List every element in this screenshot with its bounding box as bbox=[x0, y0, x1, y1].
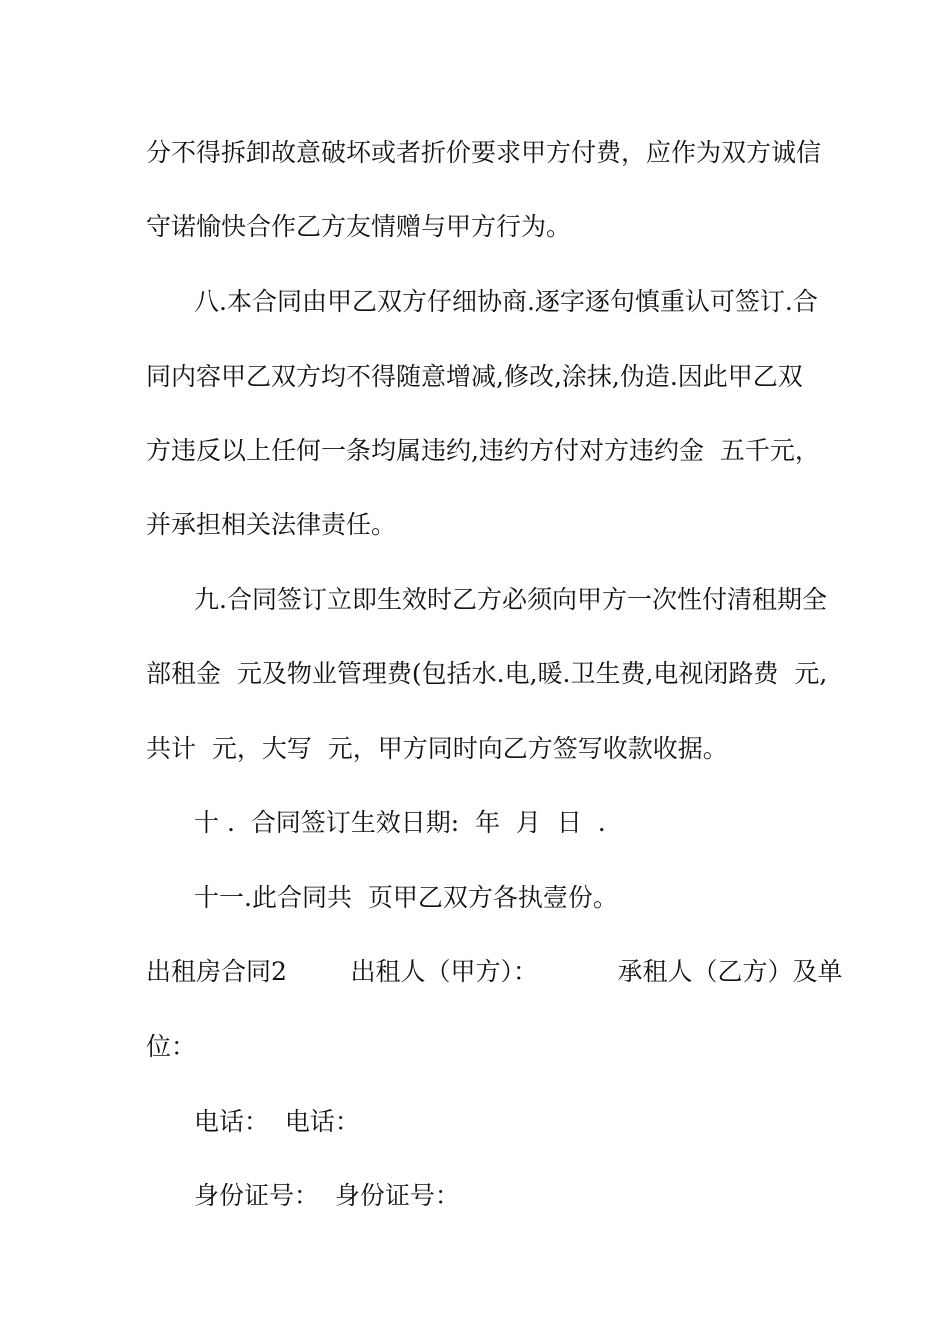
clause-eleven-line: 十一.此合同共 页甲乙双方各执壹份。 bbox=[194, 883, 618, 912]
contract-two-heading-line: 出租房合同2 出租人（甲方）： 承租人（乙方）及单 bbox=[146, 957, 843, 986]
phone-fields-line: 电话： 电话： bbox=[194, 1107, 360, 1136]
clause-eight-line: 八.本合同由甲乙双方仔细协商.逐字逐句慎重认可签订.合 bbox=[194, 287, 818, 316]
text-line: 方违反以上任何一条均属违约,违约方付对方违约金 五千元， bbox=[146, 436, 820, 465]
clause-ten-line: 十 . 合同签订生效日期: 年 月 日 . bbox=[194, 808, 606, 837]
text-line: 位： bbox=[146, 1032, 197, 1061]
text-line: 部租金 元及物业管理费(包括水.电,暖.卫生费,电视闭路费 元, bbox=[146, 659, 828, 688]
text-line: 并承担相关法律责任。 bbox=[146, 510, 397, 539]
clause-nine-line: 九.合同签订立即生效时乙方必须向甲方一次性付清租期全 bbox=[194, 585, 827, 614]
id-number-fields-line: 身份证号： 身份证号： bbox=[194, 1181, 460, 1210]
text-line: 分不得拆卸故意破坏或者折价要求甲方付费，应作为双方诚信 bbox=[146, 138, 822, 167]
text-line: 同内容甲乙双方均不得随意增减,修改,涂抹,伪造.因此甲乙双 bbox=[146, 362, 803, 391]
text-line: 守诺愉快合作乙方友情赠与甲方行为。 bbox=[146, 212, 572, 241]
text-line: 共计 元，大写 元，甲方同时向乙方签写收款收据。 bbox=[146, 734, 728, 763]
